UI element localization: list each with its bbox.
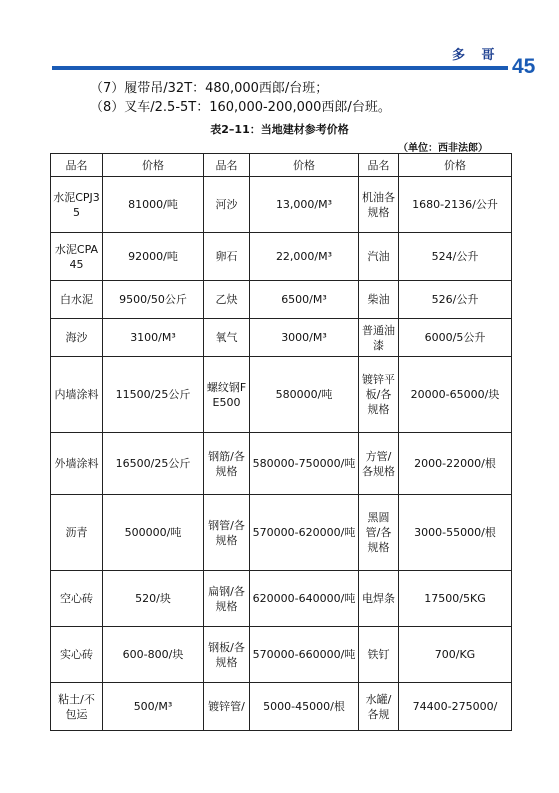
price-cell: 17500/5KG [399,571,512,627]
price-table [50,153,512,731]
price-cell: 13,000/M³ [250,177,359,233]
item-name-cell: 铁钉 [359,627,399,683]
price-cell: 20000-65000/块 [399,357,512,433]
price-cell: 524/公升 [399,233,512,281]
price-cell: 600-800/块 [103,627,204,683]
table-row [51,571,512,627]
item-name-cell: 水泥CPJ35 [51,177,103,233]
table-row [51,357,512,433]
price-cell: 9500/50公斤 [103,281,204,319]
table-row [51,281,512,319]
price-cell: 3000/M³ [250,319,359,357]
body-line: （8）叉车/2.5-5T：160,000-200,000西郎/台班。 [90,100,391,115]
column-header: 品名 [51,154,103,177]
item-name-cell: 钢管/各规格 [204,495,250,571]
price-cell: 570000-660000/吨 [250,627,359,683]
item-name-cell: 白水泥 [51,281,103,319]
price-cell: 700/KG [399,627,512,683]
item-name-cell: 钢板/各规格 [204,627,250,683]
price-cell: 1680-2136/公升 [399,177,512,233]
item-name-cell: 乙炔 [204,281,250,319]
item-name-cell: 电焊条 [359,571,399,627]
item-name-cell: 水泥CPA45 [51,233,103,281]
item-name-cell: 卵石 [204,233,250,281]
table-row [51,233,512,281]
price-cell: 500/M³ [103,683,204,731]
column-header: 品名 [359,154,399,177]
table-row [51,627,512,683]
price-cell: 580000-750000/吨 [250,433,359,495]
item-name-cell: 扁钢/各规格 [204,571,250,627]
item-name-cell: 螺纹钢FE500 [204,357,250,433]
item-name-cell: 外墙涂料 [51,433,103,495]
table-row [51,433,512,495]
body-line: （7）履带吊/32T：480,000西郎/台班； [90,81,329,96]
unit-note: （单位：西非法郎） [398,143,488,154]
price-cell: 22,000/M³ [250,233,359,281]
price-cell: 81000/吨 [103,177,204,233]
running-header-title: 多 哥 [452,48,501,63]
price-cell: 580000/吨 [250,357,359,433]
item-name-cell: 方管/各规格 [359,433,399,495]
column-header: 品名 [204,154,250,177]
item-name-cell: 实心砖 [51,627,103,683]
column-header: 价格 [399,154,512,177]
price-cell: 500000/吨 [103,495,204,571]
price-cell: 92000/吨 [103,233,204,281]
item-name-cell: 黑圆管/各规格 [359,495,399,571]
column-header: 价格 [250,154,359,177]
item-name-cell: 水罐/各规 [359,683,399,731]
price-cell: 5000-45000/根 [250,683,359,731]
price-cell: 11500/25公斤 [103,357,204,433]
item-name-cell: 柴油 [359,281,399,319]
item-name-cell: 河沙 [204,177,250,233]
price-cell: 3000-55000/根 [399,495,512,571]
price-cell: 2000-22000/根 [399,433,512,495]
price-cell: 520/块 [103,571,204,627]
price-cell: 6500/M³ [250,281,359,319]
item-name-cell: 空心砖 [51,571,103,627]
price-cell: 526/公升 [399,281,512,319]
item-name-cell: 内墙涂料 [51,357,103,433]
item-name-cell: 沥青 [51,495,103,571]
price-cell: 620000-640000/吨 [250,571,359,627]
item-name-cell: 汽油 [359,233,399,281]
item-name-cell: 机油各规格 [359,177,399,233]
table-row [51,177,512,233]
item-name-cell: 普通油漆 [359,319,399,357]
table-body [51,177,512,731]
item-name-cell: 海沙 [51,319,103,357]
price-cell: 570000-620000/吨 [250,495,359,571]
page-number: 45 [512,55,536,78]
item-name-cell: 粘土/不包运 [51,683,103,731]
price-cell: 6000/5公升 [399,319,512,357]
item-name-cell: 钢筋/各规格 [204,433,250,495]
table-header-row [51,154,512,177]
price-cell: 74400-275000/ [399,683,512,731]
item-name-cell: 镀锌管/ [204,683,250,731]
price-cell: 16500/25公斤 [103,433,204,495]
table-row [51,683,512,731]
table-row [51,495,512,571]
item-name-cell: 镀锌平板/各规格 [359,357,399,433]
item-name-cell: 氧气 [204,319,250,357]
table-caption: 表2–11：当地建材参考价格 [210,123,349,136]
price-cell: 3100/M³ [103,319,204,357]
header-divider [52,66,508,70]
column-header: 价格 [103,154,204,177]
table-row [51,319,512,357]
